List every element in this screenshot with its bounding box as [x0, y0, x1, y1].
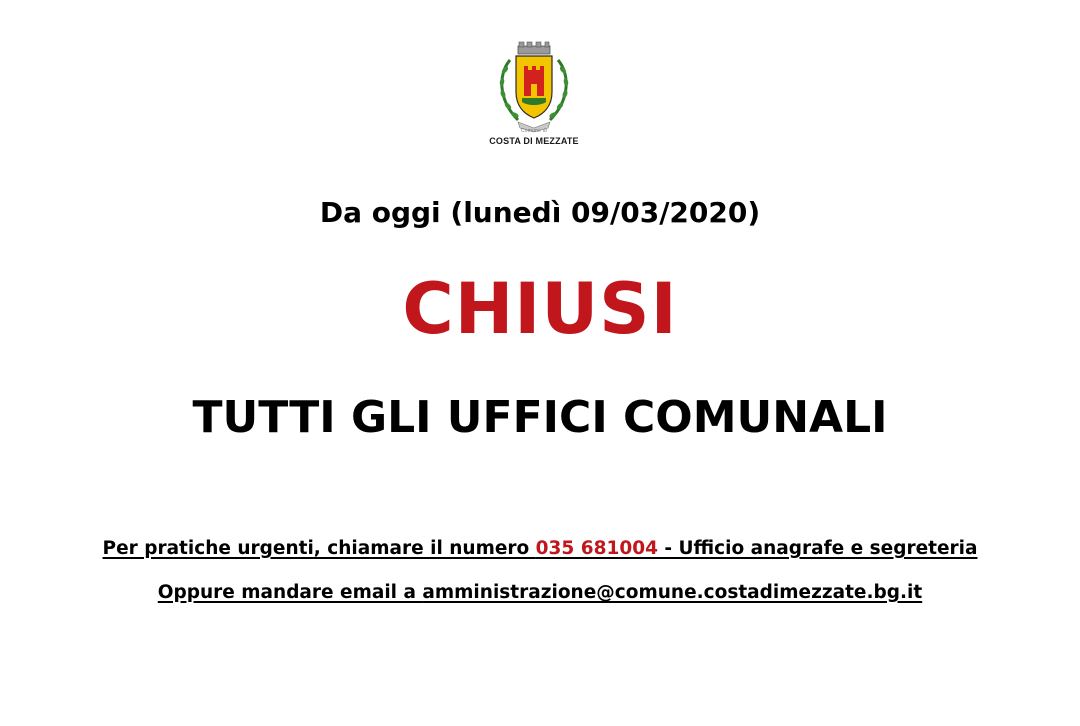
email-address[interactable]: amministrazione@comune.costadimezzate.bg.it	[422, 582, 923, 603]
urgent-contact-line	[0, 538, 1080, 559]
municipality-name: COSTA DI MEZZATE	[489, 136, 579, 146]
closed-headline: CHIUSI	[402, 268, 678, 350]
urgent-suffix: - Ufficio anagrafe e segreteria	[657, 538, 978, 559]
emblem-caption-small: Comune di	[521, 128, 547, 134]
email-prefix: Oppure mandare email a	[157, 582, 423, 603]
urgent-prefix: Per pratiche urgenti, chiamare il numero	[102, 538, 536, 559]
coat-of-arms-icon	[488, 40, 580, 136]
date-line: Da oggi (lunedì 09/03/2020)	[319, 196, 761, 229]
phone-number[interactable]: 035 681004	[535, 538, 658, 559]
email-contact-line	[0, 582, 1080, 603]
offices-subject: TUTTI GLI UFFICI COMUNALI	[192, 392, 888, 443]
